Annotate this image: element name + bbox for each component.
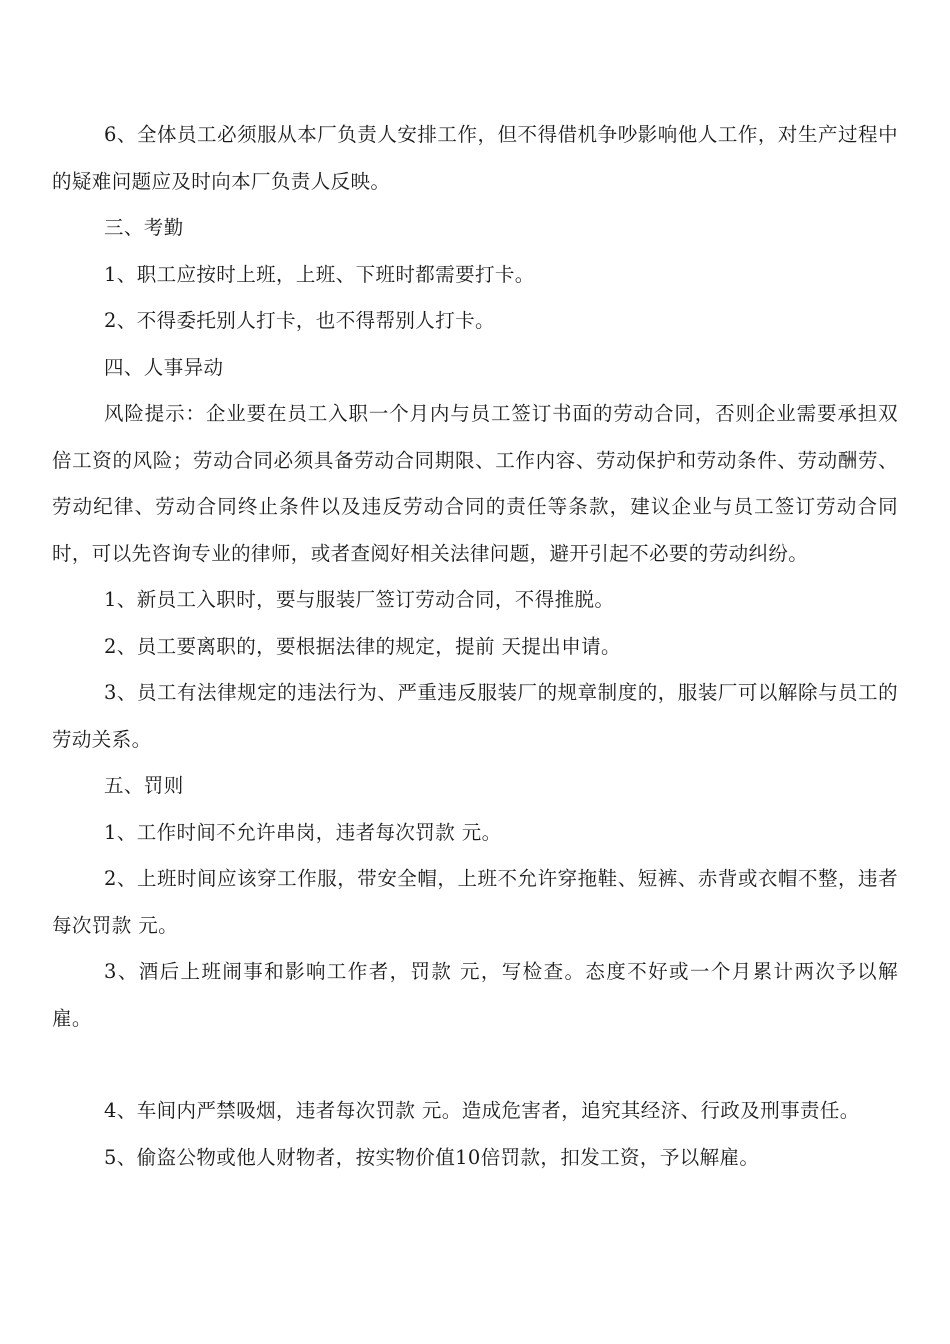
paragraph-risk-notice: 风险提示：企业要在员工入职一个月内与员工签订书面的劳动合同，否则企业需要承担双倍工资的风险；劳动合同必须具备劳动合同期限、工作内容、劳动保护和劳动条件、劳动酬劳、劳动纪律、劳动合同终止条件以及违反劳动合同的责任等条款，建议企业与员工签订劳动合同时，可以先咨询专业的律师，或者查阅好相关法律问题，避开引起不必要的劳动纠纷。 [52, 402, 898, 565]
paragraph-penalty-2: 2、上班时间应该穿工作服，带安全帽，上班不允许穿拖鞋、短裤、赤背或衣帽不整，违者每次罚款 元。 [52, 867, 898, 937]
document-page [52, 112, 898, 1181]
paragraph-penalty-3: 3、酒后上班闹事和影响工作者，罚款 元，写检查。态度不好或一个月累计两次予以解雇。 [52, 960, 898, 1030]
paragraph-attendance-2: 2、不得委托别人打卡，也不得帮别人打卡。 [104, 309, 495, 332]
paragraph-personnel-3: 3、员工有法律规定的违法行为、严重违反服装厂的规章制度的，服装厂可以解除与员工的劳动关系。 [52, 681, 898, 751]
section-heading-attendance: 三、考勤 [104, 216, 184, 239]
blank-spacer [52, 1042, 898, 1088]
paragraph-item-6: 6、全体员工必须服从本厂负责人安排工作，但不得借机争吵影响他人工作，对生产过程中的疑难问题应及时向本厂负责人反映。 [52, 123, 898, 193]
paragraph-personnel-2: 2、员工要离职的，要根据法律的规定，提前 天提出申请。 [104, 634, 621, 658]
paragraph-penalty-4: 4、车间内严禁吸烟，违者每次罚款 元。造成危害者，追究其经济、行政及刑事责任。 [104, 1099, 860, 1122]
paragraph-penalty-1: 1、工作时间不允许串岗，违者每次罚款 元。 [104, 820, 502, 844]
section-heading-penalties: 五、罚则 [104, 774, 184, 797]
paragraph-penalty-5: 5、偷盗公物或他人财物者，按实物价值10倍罚款，扣发工资，予以解雇。 [104, 1145, 760, 1169]
paragraph-personnel-1: 1、新员工入职时，要与服装厂签订劳动合同，不得推脱。 [104, 588, 615, 611]
paragraph-attendance-1: 1、职工应按时上班，上班、下班时都需要打卡。 [104, 262, 535, 286]
section-heading-personnel: 四、人事异动 [104, 355, 224, 379]
